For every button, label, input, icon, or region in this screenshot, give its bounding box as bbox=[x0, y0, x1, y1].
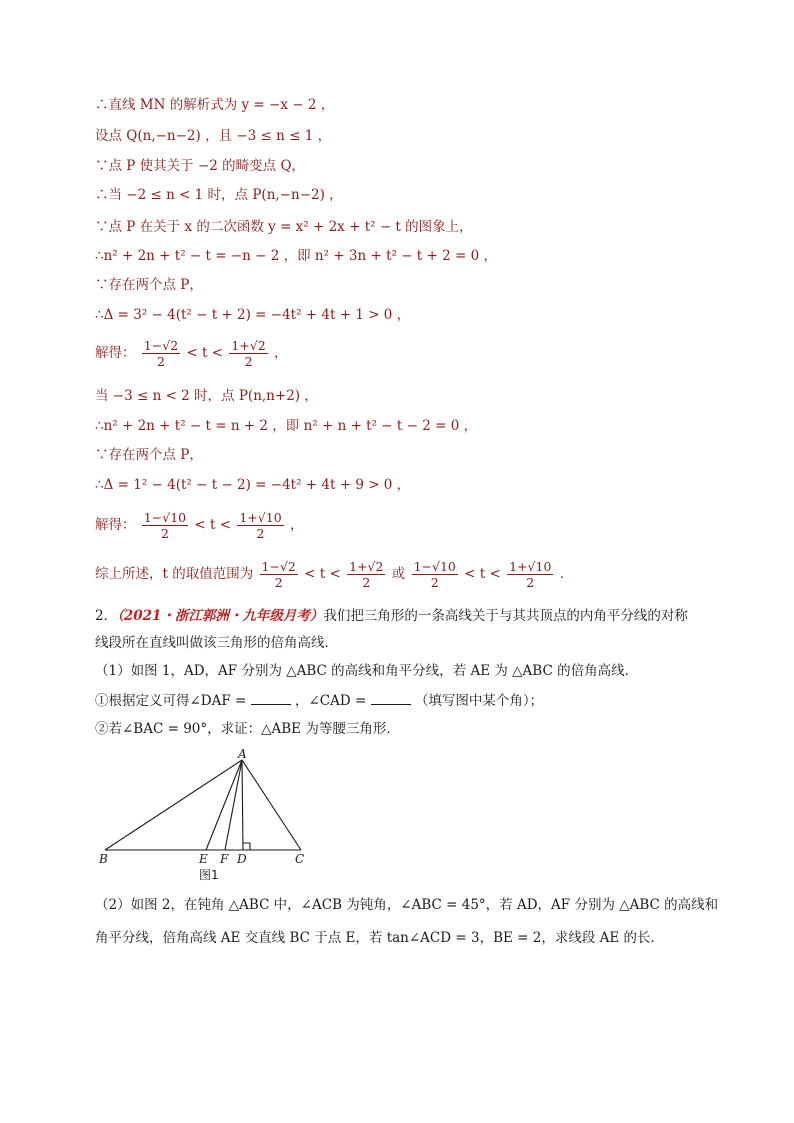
fraction: $\frac{1-√2}{2}$ bbox=[261, 559, 296, 590]
solution-line-12: ∵存在两个点 P， bbox=[95, 447, 203, 463]
segment-af bbox=[225, 760, 242, 850]
solution-line-5: ∵点 P 在关于 x 的二次函数 y = x² + 2x + t² − t 的图象上， bbox=[95, 219, 473, 235]
fraction: $\frac{1+√10}{2}$ bbox=[239, 510, 282, 541]
problem-intro-line-2: 线段所在直线叫做该三角形的倍角高线． bbox=[95, 635, 338, 651]
label-b: B bbox=[99, 852, 108, 866]
solution-line-7: ∵存在两个点 P， bbox=[95, 277, 203, 293]
label-c: C bbox=[295, 852, 305, 866]
right-angle-mark bbox=[243, 843, 250, 850]
label-e: E bbox=[199, 852, 208, 866]
solution-line-11: ∴n² + 2n + t² − t = n + 2 ，即 n² + n + t² − t − 2 = 0 ， bbox=[95, 418, 478, 434]
label-f: F bbox=[220, 852, 229, 866]
fraction: $\frac{1+√2}{2}$ bbox=[349, 559, 384, 590]
solution-line-14: 解得： $\frac{1-√10}{2}$ < t < $\frac{1+√10}{2}$ ， bbox=[95, 510, 304, 541]
problem-part-2-line-2: 角平分线，倍角高线 AE 交直线 BC 于点 E，若 tan∠ACD = 3，BE = 2，求线段 AE 的长． bbox=[95, 930, 665, 946]
fraction: $\frac{1+√10}{2}$ bbox=[509, 559, 552, 590]
label-d: D bbox=[237, 852, 247, 866]
segment-ac bbox=[242, 760, 301, 850]
fraction: $\frac{1+√2}{2}$ bbox=[231, 338, 266, 369]
problem-source: （2021・浙江郭洲・九年级月考） bbox=[117, 608, 324, 624]
solution-line-10: 当 −3 ≤ n < 2 时，点 P(n,n+2) ， bbox=[95, 388, 318, 404]
fraction: $\frac{1-√10}{2}$ bbox=[143, 510, 187, 541]
problem-intro-line-1: 2．（2021・浙江郭洲・九年级月考）我们把三角形的一条高线关于与其共顶点的内角平分线的对称 bbox=[95, 608, 688, 624]
problem-part-2-line-1: （2）如图 2，在钝角 △ABC 中，∠ACB 为钝角，∠ABC = 45°，若 AD，AF 分别为 △ABC 的高线和 bbox=[95, 897, 719, 913]
solution-line-8: ∴Δ = 3² − 4(t² − t + 2) = −4t² + 4t + 1 > 0 ， bbox=[95, 307, 411, 323]
figure-caption: 图1 bbox=[199, 868, 219, 882]
segment-ab bbox=[105, 760, 242, 850]
solution-line-1: ∴直线 MN 的解析式为 y = −x − 2 ， bbox=[95, 97, 335, 113]
question-2: ②若∠BAC = 90°，求证：△ABE 为等腰三角形． bbox=[95, 721, 400, 737]
solution-line-9: 解得： $\frac{1-√2}{2}$ < t < $\frac{1+√2}{2}$ ， bbox=[95, 338, 288, 369]
question-1: ①根据定义可得∠DAF = ，∠CAD = （填写图中某个角）； bbox=[95, 693, 544, 709]
fraction: $\frac{1-√10}{2}$ bbox=[413, 559, 456, 590]
solution-line-2: 设点 Q(n,−n−2) ，且 −3 ≤ n ≤ 1 ， bbox=[95, 128, 332, 144]
answer-blank-2[interactable] bbox=[371, 692, 411, 705]
segment-ad bbox=[242, 760, 243, 850]
segment-ae bbox=[206, 760, 242, 850]
answer-blank-1[interactable] bbox=[251, 692, 291, 705]
problem-part-1: （1）如图 1，AD，AF 分别为 △ABC 的高线和角平分线，若 AE 为 △ABC 的倍角高线． bbox=[95, 663, 639, 679]
fraction: $\frac{1-√2}{2}$ bbox=[143, 338, 179, 369]
solution-conclusion: 综上所述，t 的取值范围为 $\frac{1-√2}{2}$ < t < $\frac{1+√2}{2}$ 或 $\frac{1-√10}{2}$ < t < $\frac{1+√10}{2}$ . bbox=[95, 559, 565, 590]
solution-line-4: ∴当 −2 ≤ n < 1 时，点 P(n,−n−2) ， bbox=[95, 187, 343, 203]
label-a: A bbox=[238, 748, 247, 761]
solution-line-3: ∵点 P 使其关于 −2 的畸变点 Q， bbox=[95, 158, 306, 174]
solution-line-6: ∴n² + 2n + t² − t = −n − 2 ，即 n² + 3n + t² − t + 2 = 0 ， bbox=[95, 248, 497, 264]
solution-line-13: ∴Δ = 1² − 4(t² − t − 2) = −4t² + 4t + 9 > 0 ， bbox=[95, 477, 411, 493]
triangle-figure-1 bbox=[95, 748, 335, 888]
